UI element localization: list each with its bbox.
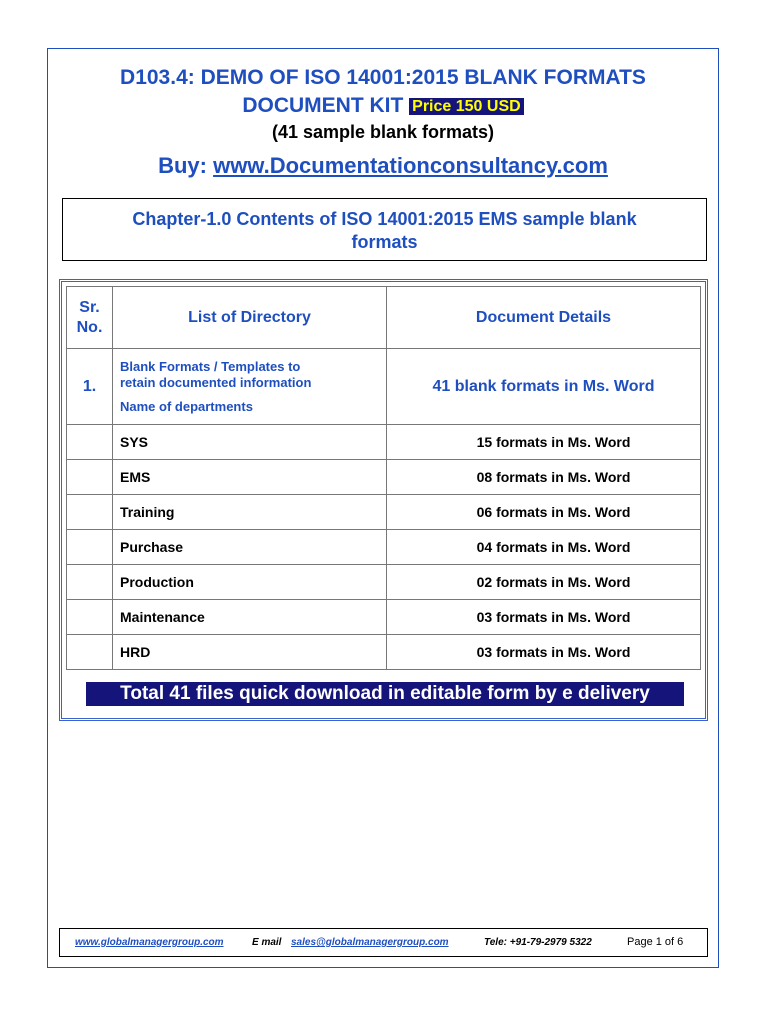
footer-website-link[interactable]: www.globalmanagergroup.com xyxy=(75,937,224,948)
footer-phone: Tele: +91-79-2979 5322 xyxy=(484,937,592,948)
department-details: 08 formats in Ms. Word xyxy=(387,460,701,495)
department-name: EMS xyxy=(113,460,387,495)
row-sr-empty xyxy=(67,635,113,670)
buy-link[interactable]: www.Documentationconsultancy.com xyxy=(213,153,608,178)
table-row xyxy=(67,425,701,460)
row-sr-empty xyxy=(67,495,113,530)
department-details: 04 formats in Ms. Word xyxy=(387,530,701,565)
chapter-heading xyxy=(62,198,707,261)
buy-label: Buy: xyxy=(158,153,214,178)
row-sr-empty xyxy=(67,460,113,495)
table-row xyxy=(67,530,701,565)
row-list-line-2: retain documented information xyxy=(120,374,312,390)
department-name: SYS xyxy=(113,425,387,460)
row-list xyxy=(113,349,387,425)
title-line-1: D103.4: DEMO OF ISO 14001:2015 BLANK FORMATS xyxy=(120,66,646,89)
department-name: Maintenance xyxy=(113,600,387,635)
page-footer xyxy=(59,928,708,957)
header-document-details: Document Details xyxy=(387,287,701,349)
row-details: 41 blank formats in Ms. Word xyxy=(387,349,701,425)
department-details: 03 formats in Ms. Word xyxy=(387,635,701,670)
table-row xyxy=(67,635,701,670)
row-sr-empty xyxy=(67,425,113,460)
table-row xyxy=(67,565,701,600)
price-badge: Price 150 USD xyxy=(409,98,524,115)
header-sr-no xyxy=(67,287,113,349)
row-sr-empty xyxy=(67,565,113,600)
chapter-line-2: formats xyxy=(351,232,418,252)
department-name: Purchase xyxy=(113,530,387,565)
row-sr-empty xyxy=(67,600,113,635)
buy-line xyxy=(47,153,719,179)
footer-page-number: Page 1 of 6 xyxy=(627,936,684,948)
header-list-of-directory: List of Directory xyxy=(113,287,387,349)
contents-table-frame xyxy=(59,279,708,721)
title-line-2 xyxy=(47,92,719,121)
title-line-2-text: DOCUMENT KIT xyxy=(242,94,410,117)
header-sr-line-1: Sr. xyxy=(79,298,100,316)
department-details: 02 formats in Ms. Word xyxy=(387,565,701,600)
department-details: 06 formats in Ms. Word xyxy=(387,495,701,530)
footer-email-label: E mail xyxy=(252,937,282,948)
total-files-banner: Total 41 files quick download in editable form by e delivery xyxy=(86,682,684,706)
department-name: Production xyxy=(113,565,387,600)
department-name: Training xyxy=(113,495,387,530)
header-sr-line-2: No. xyxy=(76,318,103,336)
table-header-row xyxy=(67,287,701,349)
row-sr-empty xyxy=(67,530,113,565)
row-sr-no: 1. xyxy=(67,349,113,425)
table-row xyxy=(67,349,701,425)
footer-email-link[interactable]: sales@globalmanagergroup.com xyxy=(291,937,449,948)
contents-table xyxy=(66,286,701,670)
department-name: HRD xyxy=(113,635,387,670)
departments-label: Name of departments xyxy=(120,398,253,414)
table-row xyxy=(67,495,701,530)
subtitle: (41 sample blank formats) xyxy=(271,122,495,142)
document-title xyxy=(47,64,719,121)
department-details: 15 formats in Ms. Word xyxy=(387,425,701,460)
table-row xyxy=(67,600,701,635)
chapter-line-1: Chapter-1.0 Contents of ISO 14001:2015 EMS sample blank xyxy=(132,209,637,229)
table-row xyxy=(67,460,701,495)
row-list-line-1: Blank Formats / Templates to xyxy=(120,358,301,374)
department-details: 03 formats in Ms. Word xyxy=(387,600,701,635)
